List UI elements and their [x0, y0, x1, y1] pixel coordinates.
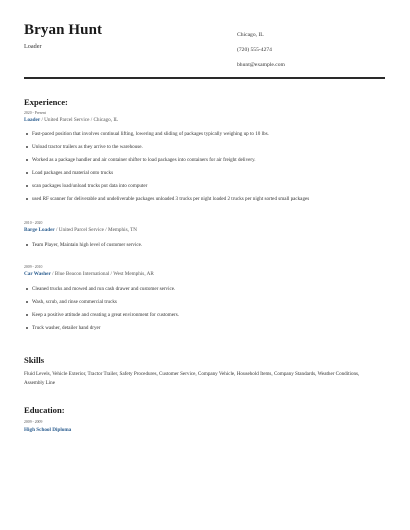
list-item: scan packages load/unload trucks put data into computer — [24, 183, 384, 196]
list-item: Truck washer, detailer hand dryer — [24, 325, 384, 338]
job-org: / Blue Beacon International / West Memphis, AR — [50, 271, 154, 277]
contact-email[interactable]: bhunt@example.com — [237, 62, 285, 68]
job-role-line — [24, 117, 384, 123]
candidate-name: Bryan Hunt — [24, 22, 103, 38]
education-degree: High School Diploma — [24, 427, 72, 433]
skills-heading: Skills — [24, 355, 45, 365]
job-dates: 2010 - 2020 — [24, 221, 43, 225]
job-org: / United Parcel Service / Chicago, IL — [40, 117, 119, 123]
job-bullets — [24, 242, 384, 248]
job-dates: 2020 - Present — [24, 111, 46, 115]
education-dates: 2009 - 2009 — [24, 420, 43, 424]
list-item: Keep a positive attitude and creating a great environment for customers. — [24, 312, 384, 325]
job-entry — [24, 265, 384, 338]
list-item: Load packages and material onto trucks — [24, 170, 384, 183]
job-role: Car Washer — [24, 271, 51, 277]
list-item: Worked as a package handler and air container shifter to load packages into containers for air freight delivery. — [24, 157, 384, 170]
list-item: Team Player, Maintain high level of customer service. — [24, 242, 384, 248]
candidate-title: Loader — [24, 43, 42, 50]
job-bullets — [24, 286, 384, 338]
job-entry — [24, 111, 384, 209]
job-role-line — [24, 227, 384, 233]
experience-heading: Experience: — [24, 97, 68, 107]
contact-block — [237, 28, 285, 73]
job-role: Loader — [24, 117, 41, 123]
job-dates: 2009 - 2010 — [24, 265, 43, 269]
job-bullets — [24, 131, 384, 209]
job-role-line — [24, 271, 384, 277]
contact-city: Chicago, IL — [237, 32, 264, 38]
job-role: Barge Loader — [24, 227, 55, 233]
education-heading: Education: — [24, 405, 65, 415]
job-org: / United Parcel Service / Memphis, TN — [54, 227, 137, 233]
job-entry — [24, 221, 384, 248]
skills-list: Fluid Levels, Vehicle Exterior, Tractor Trailer, Safety Procedures, Customer Service, Company Vehicle, Household Items, Company Standards, Weather Conditions, Assembly Line — [24, 371, 360, 386]
list-item: Fast-paced position that involves continual lifting, lowering and sliding of packages typically weighing up to 10 lbs. — [24, 131, 384, 144]
contact-phone: (720) 555-4274 — [237, 47, 272, 53]
list-item: Cleaned trucks and mowed and run cash drawer and customer service. — [24, 286, 384, 299]
list-item: used RF scanner for deliverable and undeliverable packages unloaded 3 trucks per night loaded 2 trucks per night sorted small packages — [24, 196, 384, 209]
header-divider — [24, 77, 385, 79]
list-item: Unload tractor trailers as they arrive to the warehouse. — [24, 144, 384, 157]
list-item: Wash, scrub, and rinse commercial trucks — [24, 299, 384, 312]
